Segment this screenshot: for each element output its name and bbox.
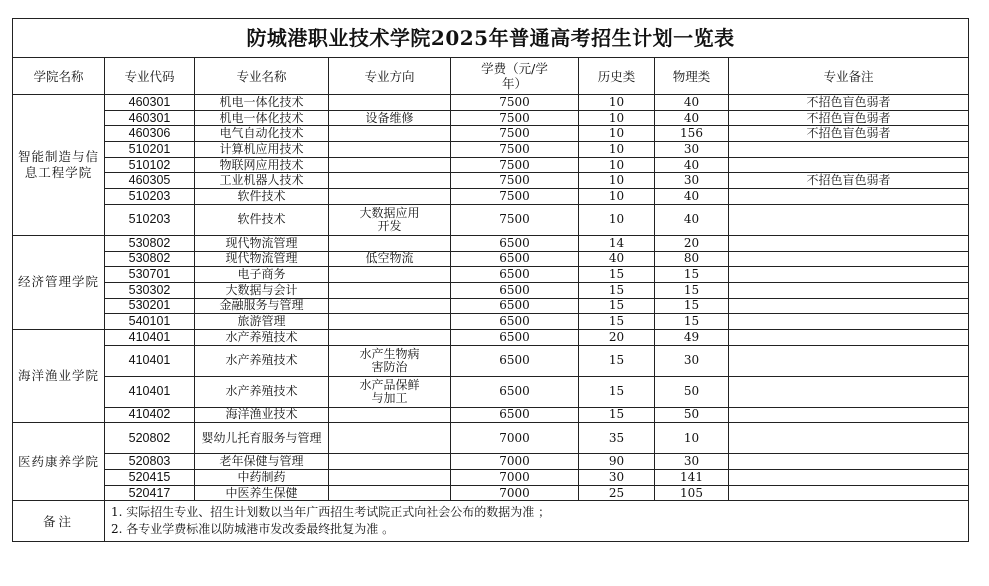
major-note	[729, 470, 969, 486]
major-code: 510203	[105, 204, 195, 235]
history-quota: 25	[579, 485, 655, 501]
table-row	[13, 376, 969, 407]
tuition-value: 7000	[451, 470, 579, 486]
tuition-value: 6500	[451, 267, 579, 283]
major-code: 530201	[105, 298, 195, 314]
major-code: 510203	[105, 189, 195, 205]
history-quota: 10	[579, 110, 655, 126]
major-name: 中药制药	[195, 470, 329, 486]
tuition-value: 6500	[451, 235, 579, 251]
physics-quota: 141	[655, 470, 729, 486]
remark-line-1: 1. 实际招生专业、招生计划数以当年广西招生考试院正式向社会公布的数据为准 ；	[111, 505, 551, 520]
major-note: 不招色盲色弱者	[729, 126, 969, 142]
major-direction	[329, 485, 451, 501]
tuition-value: 7500	[451, 110, 579, 126]
major-name: 电子商务	[195, 267, 329, 283]
table-row	[13, 173, 969, 189]
physics-quota: 40	[655, 189, 729, 205]
major-code: 460306	[105, 126, 195, 142]
major-name: 物联网应用技术	[195, 157, 329, 173]
table-row	[13, 95, 969, 111]
major-note	[729, 407, 969, 423]
major-note	[729, 485, 969, 501]
major-note	[729, 329, 969, 345]
remarks-content	[105, 501, 969, 542]
major-name: 软件技术	[195, 204, 329, 235]
major-name: 旅游管理	[195, 314, 329, 330]
header-major: 专业名称	[195, 58, 329, 95]
table-row	[13, 470, 969, 486]
remarks-label: 备注	[13, 501, 105, 542]
major-code: 520417	[105, 485, 195, 501]
header-row	[13, 58, 969, 95]
major-note	[729, 282, 969, 298]
page-title: 防城港职业技术学院2025年普通高考招生计划一览表	[13, 19, 969, 58]
header-physics: 物理类	[655, 58, 729, 95]
major-note	[729, 314, 969, 330]
physics-quota: 49	[655, 329, 729, 345]
major-direction	[329, 142, 451, 158]
history-quota: 14	[579, 235, 655, 251]
history-quota: 15	[579, 282, 655, 298]
college-name: 经济管理学院	[13, 235, 105, 329]
major-name: 金融服务与管理	[195, 298, 329, 314]
major-note	[729, 345, 969, 376]
major-direction	[329, 314, 451, 330]
physics-quota: 15	[655, 314, 729, 330]
physics-quota: 15	[655, 267, 729, 283]
physics-quota: 40	[655, 110, 729, 126]
history-quota: 90	[579, 454, 655, 470]
major-note	[729, 267, 969, 283]
physics-quota: 30	[655, 345, 729, 376]
physics-quota: 30	[655, 173, 729, 189]
physics-quota: 105	[655, 485, 729, 501]
table-row	[13, 454, 969, 470]
history-quota: 15	[579, 407, 655, 423]
tuition-value: 6500	[451, 251, 579, 267]
table-row	[13, 485, 969, 501]
tuition-value: 6500	[451, 329, 579, 345]
major-code: 520803	[105, 454, 195, 470]
tuition-value: 6500	[451, 376, 579, 407]
table-body	[13, 95, 969, 501]
major-note	[729, 204, 969, 235]
tuition-value: 7500	[451, 157, 579, 173]
major-code: 460305	[105, 173, 195, 189]
history-quota: 15	[579, 314, 655, 330]
table-row	[13, 126, 969, 142]
major-direction: 水产生物病害防治	[329, 345, 451, 376]
major-note	[729, 298, 969, 314]
major-note	[729, 235, 969, 251]
major-code: 530302	[105, 282, 195, 298]
major-direction: 设备维修	[329, 110, 451, 126]
major-code: 530701	[105, 267, 195, 283]
table-row	[13, 329, 969, 345]
major-note	[729, 189, 969, 205]
admission-plan-table	[12, 18, 969, 542]
major-direction	[329, 454, 451, 470]
major-name: 现代物流管理	[195, 235, 329, 251]
history-quota: 15	[579, 376, 655, 407]
major-direction	[329, 407, 451, 423]
major-name: 水产养殖技术	[195, 329, 329, 345]
major-code: 510201	[105, 142, 195, 158]
header-code: 专业代码	[105, 58, 195, 95]
major-direction	[329, 189, 451, 205]
table-row	[13, 345, 969, 376]
major-note	[729, 423, 969, 454]
physics-quota: 80	[655, 251, 729, 267]
major-note	[729, 157, 969, 173]
major-name: 中医养生保健	[195, 485, 329, 501]
history-quota: 15	[579, 298, 655, 314]
physics-quota: 40	[655, 204, 729, 235]
history-quota: 35	[579, 423, 655, 454]
tuition-value: 7500	[451, 95, 579, 111]
major-direction: 水产品保鲜与加工	[329, 376, 451, 407]
major-code: 410401	[105, 345, 195, 376]
major-name: 机电一体化技术	[195, 110, 329, 126]
major-note: 不招色盲色弱者	[729, 95, 969, 111]
major-note	[729, 142, 969, 158]
major-direction	[329, 298, 451, 314]
table-row	[13, 298, 969, 314]
major-name: 大数据与会计	[195, 282, 329, 298]
header-note: 专业备注	[729, 58, 969, 95]
major-code: 540101	[105, 314, 195, 330]
physics-quota: 30	[655, 454, 729, 470]
physics-quota: 15	[655, 298, 729, 314]
table-row	[13, 235, 969, 251]
major-direction	[329, 267, 451, 283]
major-name: 海洋渔业技术	[195, 407, 329, 423]
tuition-value: 7000	[451, 423, 579, 454]
major-code: 410401	[105, 329, 195, 345]
physics-quota: 10	[655, 423, 729, 454]
major-note	[729, 454, 969, 470]
table-row	[13, 157, 969, 173]
tuition-value: 6500	[451, 314, 579, 330]
tuition-value: 7500	[451, 142, 579, 158]
major-direction	[329, 173, 451, 189]
history-quota: 20	[579, 329, 655, 345]
major-direction: 低空物流	[329, 251, 451, 267]
college-name: 海洋渔业学院	[13, 329, 105, 422]
major-name: 水产养殖技术	[195, 376, 329, 407]
tuition-value: 6500	[451, 407, 579, 423]
tuition-value: 7000	[451, 454, 579, 470]
major-code: 460301	[105, 110, 195, 126]
table-row	[13, 142, 969, 158]
major-name: 婴幼儿托育服务与管理	[195, 423, 329, 454]
header-tuition: 学费（元/学年）	[451, 58, 579, 95]
college-name: 医药康养学院	[13, 423, 105, 501]
major-name: 软件技术	[195, 189, 329, 205]
history-quota: 10	[579, 173, 655, 189]
header-direction: 专业方向	[329, 58, 451, 95]
major-name: 计算机应用技术	[195, 142, 329, 158]
table-row	[13, 407, 969, 423]
table-row	[13, 110, 969, 126]
major-direction	[329, 95, 451, 111]
tuition-value: 7500	[451, 204, 579, 235]
table-row	[13, 314, 969, 330]
physics-quota: 20	[655, 235, 729, 251]
major-direction	[329, 282, 451, 298]
table-row	[13, 423, 969, 454]
history-quota: 15	[579, 345, 655, 376]
major-code: 530802	[105, 251, 195, 267]
table-row	[13, 267, 969, 283]
history-quota: 10	[579, 126, 655, 142]
major-code: 520415	[105, 470, 195, 486]
history-quota: 40	[579, 251, 655, 267]
major-direction	[329, 126, 451, 142]
major-name: 老年保健与管理	[195, 454, 329, 470]
tuition-value: 6500	[451, 282, 579, 298]
physics-quota: 50	[655, 407, 729, 423]
physics-quota: 50	[655, 376, 729, 407]
header-history: 历史类	[579, 58, 655, 95]
table-row	[13, 189, 969, 205]
physics-quota: 30	[655, 142, 729, 158]
major-code: 410402	[105, 407, 195, 423]
physics-quota: 15	[655, 282, 729, 298]
table-row	[13, 251, 969, 267]
tuition-value: 7000	[451, 485, 579, 501]
remarks-row	[13, 501, 969, 542]
major-name: 机电一体化技术	[195, 95, 329, 111]
major-code: 460301	[105, 95, 195, 111]
major-note	[729, 251, 969, 267]
history-quota: 30	[579, 470, 655, 486]
college-name: 智能制造与信息工程学院	[13, 95, 105, 236]
major-note	[729, 376, 969, 407]
tuition-value: 7500	[451, 189, 579, 205]
history-quota: 10	[579, 157, 655, 173]
major-code: 410401	[105, 376, 195, 407]
major-note: 不招色盲色弱者	[729, 110, 969, 126]
tuition-value: 6500	[451, 298, 579, 314]
major-direction	[329, 470, 451, 486]
physics-quota: 40	[655, 157, 729, 173]
major-note: 不招色盲色弱者	[729, 173, 969, 189]
major-name: 工业机器人技术	[195, 173, 329, 189]
tuition-value: 7500	[451, 126, 579, 142]
remark-line-2: 2. 各专业学费标准以防城港市发改委最终批复为准 。	[111, 522, 395, 537]
admission-plan-sheet	[12, 18, 968, 542]
history-quota: 10	[579, 142, 655, 158]
history-quota: 10	[579, 189, 655, 205]
header-college: 学院名称	[13, 58, 105, 95]
major-code: 510102	[105, 157, 195, 173]
physics-quota: 156	[655, 126, 729, 142]
major-name: 水产养殖技术	[195, 345, 329, 376]
history-quota: 15	[579, 267, 655, 283]
major-direction	[329, 157, 451, 173]
major-direction	[329, 423, 451, 454]
major-direction	[329, 235, 451, 251]
major-direction	[329, 329, 451, 345]
table-row	[13, 282, 969, 298]
history-quota: 10	[579, 204, 655, 235]
physics-quota: 40	[655, 95, 729, 111]
history-quota: 10	[579, 95, 655, 111]
major-name: 电气自动化技术	[195, 126, 329, 142]
major-direction: 大数据应用开发	[329, 204, 451, 235]
table-row	[13, 204, 969, 235]
tuition-value: 6500	[451, 345, 579, 376]
major-code: 520802	[105, 423, 195, 454]
major-code: 530802	[105, 235, 195, 251]
tuition-value: 7500	[451, 173, 579, 189]
major-name: 现代物流管理	[195, 251, 329, 267]
